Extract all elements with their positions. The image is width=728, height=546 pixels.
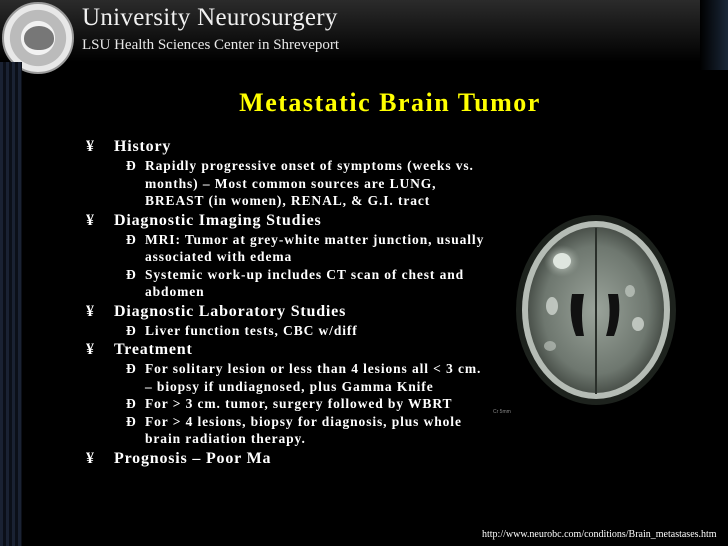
sub-bullet-marker: Ð (126, 266, 137, 282)
bullet-label: Diagnostic Imaging Studies (114, 211, 322, 229)
bullet-label: Prognosis – Poor Ma (114, 449, 272, 467)
bullet-marker: ¥ (86, 341, 95, 358)
source-url: http://www.neurobc.com/conditions/Brain_metastases.htm (482, 529, 717, 540)
bullet-marker: ¥ (86, 211, 95, 229)
sub-bullet (90, 413, 485, 448)
slide-title: Metastatic Brain Tumor (239, 88, 541, 117)
sub-bullet-text: For solitary lesion or less than 4 lesions all < 3 cm. – biopsy if undiagnosed, plus Gamma Knife (145, 361, 482, 394)
bullet-marker: ¥ (86, 138, 95, 155)
bullet-treatment (86, 339, 485, 360)
bullet-imaging (86, 210, 485, 231)
left-decorative-strip (0, 62, 22, 546)
sub-bullet-marker: Ð (126, 231, 137, 247)
bullet-marker: ¥ (86, 302, 95, 320)
sub-bullet-marker: Ð (126, 158, 137, 173)
header-decoration (700, 0, 728, 70)
mri-scan-graphic (490, 206, 700, 416)
brain-icon (24, 26, 54, 50)
sub-bullet (90, 360, 485, 395)
sub-bullet-text: For > 4 lesions, biopsy for diagnosis, plus whole brain radiation therapy. (145, 413, 462, 446)
mri-caption: Cr 5mm (493, 409, 511, 415)
bullet-history (86, 136, 485, 157)
header-title: University Neurosurgery (82, 4, 338, 31)
bullet-label: Treatment (114, 341, 193, 358)
slide-header (0, 0, 728, 62)
sub-bullet-text: Rapidly progressive onset of symptoms (weeks vs. months) – Most common sources are LUNG, BREAST (in women), RENAL, & G.I. tract (145, 158, 474, 208)
sub-bullet-marker: Ð (126, 396, 137, 411)
mri-brain-image (490, 206, 700, 416)
sub-bullet (90, 395, 485, 413)
sub-bullet (90, 266, 485, 301)
sub-bullet-text: Systemic work-up includes CT scan of chest and abdomen (145, 266, 465, 299)
bullet-marker: ¥ (86, 449, 95, 467)
sub-bullet-marker: Ð (126, 413, 137, 429)
bullet-prognosis (86, 448, 485, 469)
bullet-label: History (114, 138, 172, 155)
sub-bullet-text: For > 3 cm. tumor, surgery followed by WBRT (145, 396, 453, 411)
sub-bullet-marker: Ð (126, 322, 137, 338)
sub-bullet-text: Liver function tests, CBC w/diff (145, 322, 358, 338)
sub-bullet (90, 157, 485, 210)
header-subtitle: LSU Health Sciences Center in Shreveport (82, 37, 340, 53)
sub-bullet (90, 322, 485, 340)
sub-bullet-text: MRI: Tumor at grey-white matter junction, usually associated with edema (145, 231, 485, 264)
sub-bullet-marker: Ð (126, 361, 137, 376)
bullet-label: Diagnostic Laboratory Studies (114, 302, 347, 320)
sub-bullet (90, 231, 485, 266)
bullet-laboratory (86, 301, 485, 322)
bullet-list (86, 136, 485, 469)
